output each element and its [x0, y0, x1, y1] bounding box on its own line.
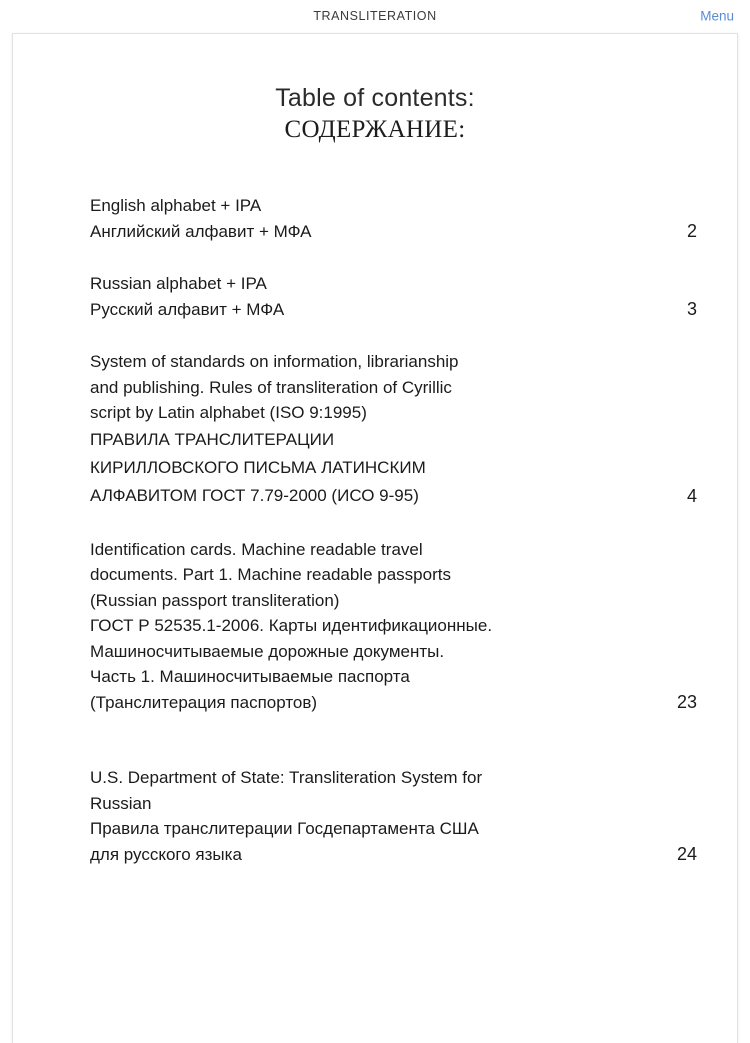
toc-entry-line: Правила транслитерации Госдепартамента США: [90, 819, 479, 838]
toc-entry-line: documents. Part 1. Machine readable passports: [90, 565, 451, 584]
document-page: [12, 33, 738, 1043]
toc-page-number: 2: [686, 220, 697, 241]
toc-entry-line: ГОСТ Р 52535.1-2006. Карты идентификационные.: [90, 616, 493, 635]
app-bar: [0, 0, 750, 31]
toc-entry-line: U.S. Department of State: Transliteration System for: [90, 768, 483, 787]
toc-entry-text: [90, 193, 690, 244]
app-bar-title: TRANSLITERATION: [313, 8, 437, 23]
toc-page-number: 24: [676, 843, 697, 864]
toc-entry-line: English alphabet + IPA: [90, 196, 262, 215]
page-title-russian: СОДЕРЖАНИЕ:: [284, 116, 466, 143]
toc-entry[interactable]: [90, 537, 697, 716]
toc-entry-text: [90, 537, 690, 716]
toc-entry-line: для русского языка: [90, 844, 242, 864]
toc-entry-text: [90, 271, 690, 322]
table-of-contents: [13, 193, 737, 867]
toc-entry-line: Identification cards. Machine readable travel: [90, 539, 423, 559]
toc-entry-line: Russian: [90, 793, 152, 813]
toc-entry-line: Russian alphabet + IPA: [90, 274, 267, 293]
toc-entry-line: System of standards on information, librarianship: [90, 352, 459, 371]
toc-entry-line: АЛФАВИТОМ ГОСТ 7.79-2000 (ИСО 9-95): [90, 485, 419, 505]
toc-entry-line: script by Latin alphabet (ISO 9:1995): [90, 403, 367, 422]
toc-page-number: 4: [686, 485, 697, 506]
toc-entry-line: (Russian passport transliteration): [90, 590, 340, 610]
menu-button[interactable]: Menu: [700, 8, 734, 23]
toc-entry[interactable]: [90, 349, 697, 510]
toc-entry[interactable]: [90, 271, 697, 322]
toc-entry-text: [90, 349, 690, 510]
page-title: [13, 83, 737, 145]
toc-entry-line: Машиносчитываемые дорожные документы.: [90, 641, 445, 661]
toc-entry-line: Английский алфавит + МФА: [90, 221, 312, 241]
toc-entry-text: [90, 765, 690, 867]
toc-entry-line: ПРАВИЛА ТРАНСЛИТЕРАЦИИ: [90, 429, 335, 449]
toc-entry-line: Часть 1. Машиносчитываемые паспорта: [90, 667, 410, 686]
toc-entry-line: (Транслитерация паспортов): [90, 692, 318, 712]
toc-entry-line: Русский алфавит + МФА: [90, 299, 285, 319]
toc-entry[interactable]: [90, 765, 697, 867]
toc-entry-line: КИРИЛЛОВСКОГО ПИСЬМА ЛАТИНСКИМ: [90, 457, 426, 477]
toc-page-number: 3: [686, 298, 697, 319]
toc-entry-line: and publishing. Rules of transliteration of Cyrillic: [90, 377, 452, 397]
toc-page-number: 23: [676, 691, 697, 712]
toc-entry[interactable]: [90, 193, 697, 244]
page-title-english: Table of contents:: [275, 84, 475, 112]
